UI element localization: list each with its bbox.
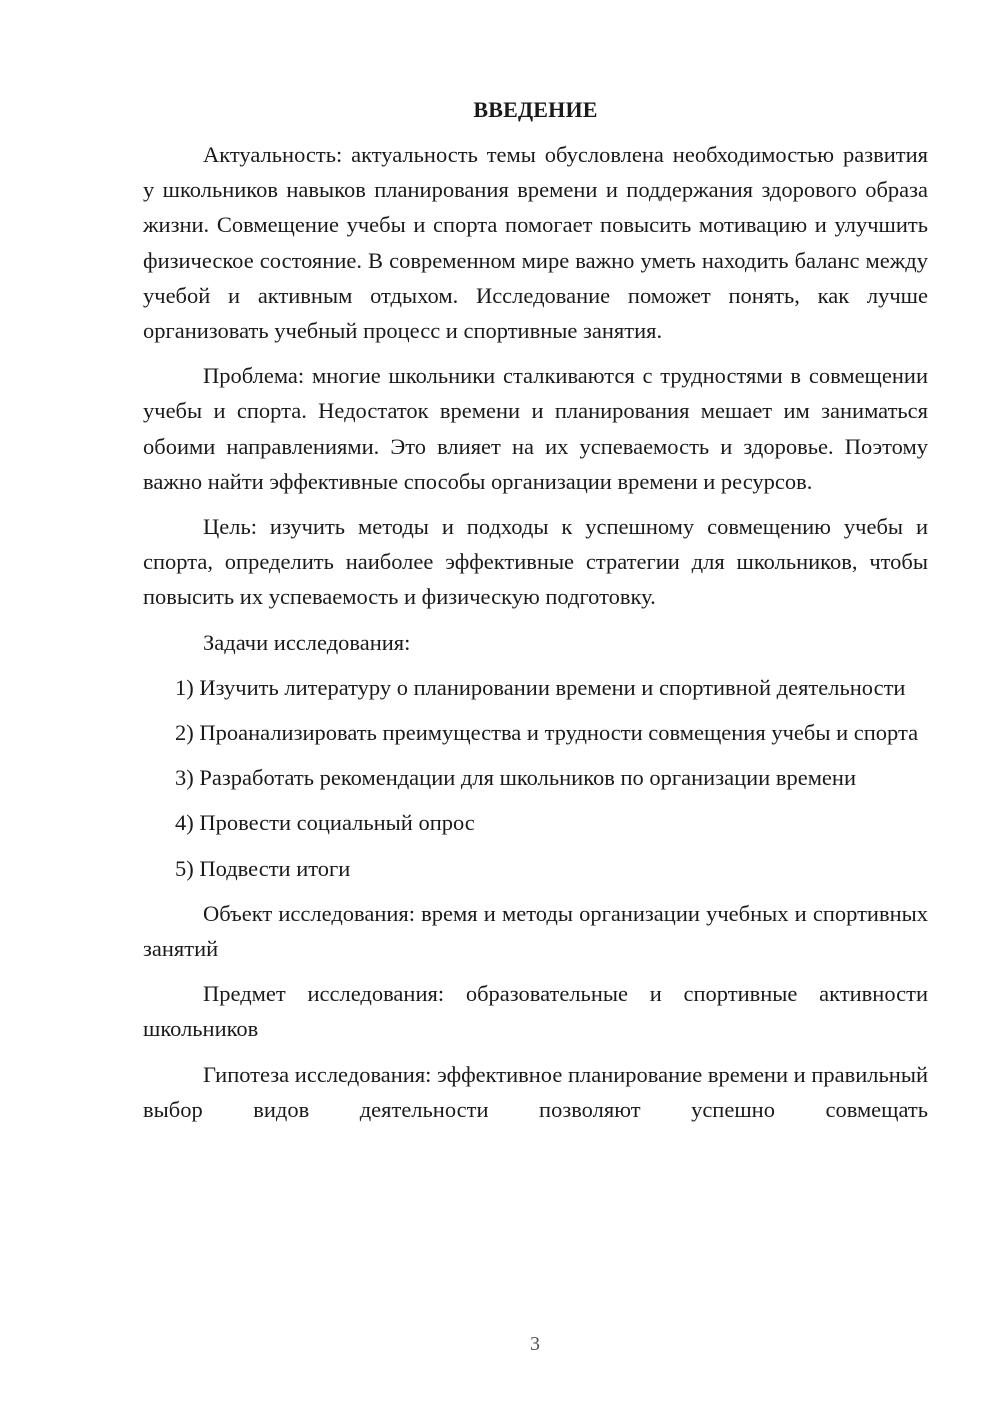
object-paragraph: Объект исследования: время и методы организации учебных и спортивных занятий [143,900,928,962]
subject-paragraph: Предмет исследования: образовательные и спортивные активности школьников [143,981,928,1042]
task-item: 1) Изучить литературу о планировании времени и спортивной деятельности [175,674,906,700]
relevance-paragraph: Актуальность: актуальность темы обусловлена необходимостью развития у школьников навыков планирования времени и поддержания здорового образа жизни. Совмещение учебы и спорта помогает повысить мотивацию и улучшить физическое состояние. В современном мире важно уметь находить баланс между учебой и активным отдыхом. Исследование поможет понять, как лучше организовать учебный процесс и спортивные занятия. [143,142,928,344]
task-item: 3) Разработать рекомендации для школьников по организации времени [175,765,856,791]
page-number: 3 [530,1333,540,1355]
document-body [143,92,928,1137]
task-item: 5) Подвести итоги [175,855,351,881]
hypothesis-paragraph: Гипотеза исследования: эффективное планирование времени и правильный выбор видов деятельности позволяют успешно совмещать [143,1061,928,1122]
section-heading: ВВЕДЕНИЕ [473,97,598,122]
tasks-heading: Задачи исследования: [203,629,411,655]
problem-paragraph: Проблема: многие школьники сталкиваются с трудностями в совмещении учебы и спорта. Недостаток времени и планирования мешает им заниматься обоими направлениями. Это влияет на их успеваемость и здоровье. Поэтому важно найти эффективные способы организации времени и ресурсов. [143,363,928,494]
task-item: 4) Провести социальный опрос [175,810,475,836]
task-item: 2) Проанализировать преимущества и трудности совмещения учебы и спорта [175,720,919,746]
goal-paragraph: Цель: изучить методы и подходы к успешному совмещению учебы и спорта, определить наиболее эффективные стратегии для школьников, чтобы повысить их успеваемость и физическую подготовку. [143,514,928,610]
